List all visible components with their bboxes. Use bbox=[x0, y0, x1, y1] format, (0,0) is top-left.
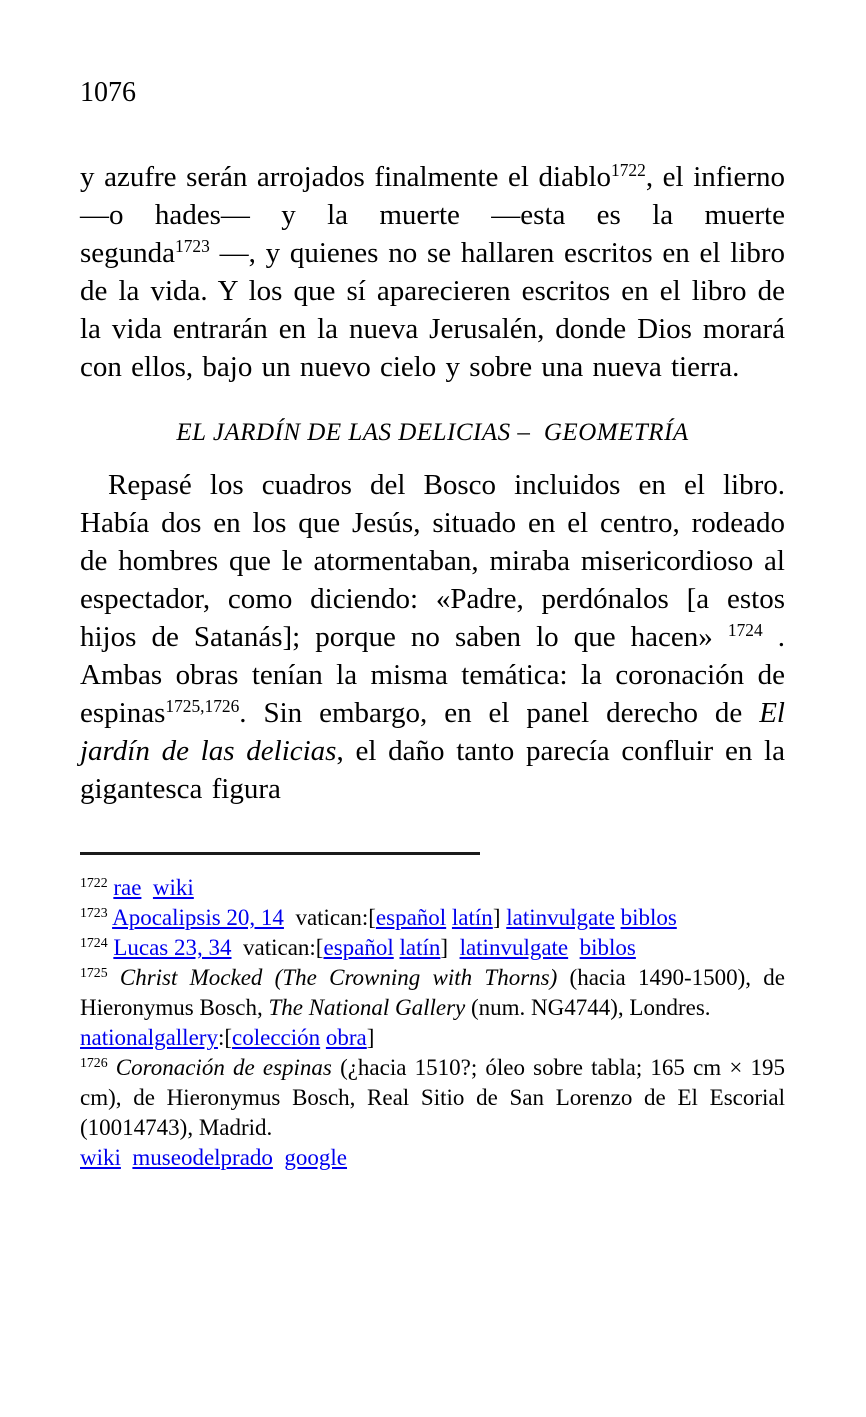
link-coleccion[interactable]: colección bbox=[232, 1025, 321, 1050]
link-latin[interactable]: latín bbox=[451, 905, 493, 930]
footnote-1725 bbox=[80, 963, 785, 1053]
text-run bbox=[108, 1055, 116, 1080]
footnote-1723 bbox=[80, 903, 785, 933]
link-wiki[interactable]: wiki bbox=[80, 1145, 121, 1170]
text-run: :[ bbox=[217, 1025, 233, 1050]
footnote-separator bbox=[80, 852, 480, 855]
text-run: y azufre serán arrojados finalmente el diablo bbox=[80, 161, 612, 193]
link-latinvulgate[interactable]: latinvulgate bbox=[459, 935, 569, 960]
text-run: vatican:[ bbox=[283, 905, 376, 930]
link-biblos[interactable]: biblos bbox=[620, 905, 677, 930]
link-obra[interactable]: obra bbox=[325, 1025, 367, 1050]
footnote-ref-1723: 1723 bbox=[175, 236, 210, 257]
text-run: , el daño tanto parecía confluir en la gigantesca figura bbox=[80, 735, 785, 805]
link-apocalipsis-20-14[interactable]: Apocalipsis 20, 14 bbox=[112, 905, 284, 930]
section-heading: EL JARDÍN DE LAS DELICIAS – GEOMETRÍA bbox=[176, 419, 689, 446]
text-run: ] bbox=[440, 935, 460, 960]
link-wiki[interactable]: wiki bbox=[152, 875, 194, 900]
text-run: ] bbox=[492, 905, 507, 930]
text-run bbox=[141, 875, 153, 900]
link-biblos[interactable]: biblos bbox=[579, 935, 636, 960]
footnote-number: 1722 bbox=[80, 875, 108, 891]
paragraph-bosco bbox=[80, 466, 785, 808]
link-latin[interactable]: latín bbox=[399, 935, 441, 960]
link-espanol[interactable]: español bbox=[323, 935, 394, 960]
link-latinvulgate[interactable]: latinvulgate bbox=[506, 905, 615, 930]
link-nationalgallery[interactable]: nationalgallery bbox=[80, 1025, 218, 1050]
footnote-number: 1724 bbox=[80, 935, 108, 951]
footnote-1724 bbox=[80, 933, 785, 963]
link-google[interactable]: google bbox=[284, 1145, 348, 1170]
text-run: Christ Mocked (The Crowning with Thorns) bbox=[119, 965, 558, 990]
text-run: The National Gallery bbox=[268, 995, 466, 1020]
text-run: . Ambas obras tenían la misma temática: la coronación de espinas bbox=[80, 621, 785, 729]
text-run bbox=[108, 965, 120, 990]
footnote-ref-1725-1726: 1725,1726 bbox=[165, 696, 240, 717]
text-run: Repasé los cuadros del Bosco incluidos en el libro. Había dos en los que Jesús, situado en el centro, rodeado de hombres que le atormentaban, miraba misericordioso al espectador, como diciendo: «Padre, perdónalos [a estos hijos de Satanás]; porque no saben lo que hacen» bbox=[80, 469, 785, 653]
link-museodelprado[interactable]: museodelprado bbox=[132, 1145, 273, 1170]
text-run: . Sin embargo, en el panel derecho de bbox=[239, 697, 760, 729]
text-run: Coronación de espinas bbox=[115, 1055, 332, 1080]
text-run: (¿hacia 1510?; óleo sobre tabla; 165 cm × 195 cm), de Hieronymus Bosch, Real Sitio de San Lorenzo de El Escorial (10014743), Madrid. bbox=[80, 1055, 786, 1140]
text-run: , el infierno —o hades— y la muerte —esta es la muerte segunda bbox=[80, 161, 785, 269]
link-espanol[interactable]: español bbox=[375, 905, 447, 930]
text-run: El jardín de las delicias bbox=[80, 697, 785, 767]
footnote-ref-1724: 1724 bbox=[727, 620, 763, 641]
paragraph-revelation bbox=[80, 158, 785, 386]
footnotes-section bbox=[80, 873, 785, 1173]
text-run bbox=[121, 1145, 133, 1170]
text-run: —, y quienes no se hallaren escritos en el libro de la vida. Y los que sí aparecieren escritos en el libro de la vida entrarán en la nueva Jerusalén, donde Dios morará con ellos, bajo un nuevo cielo y sobre una nueva tierra. bbox=[80, 237, 785, 383]
text-run: (hacia 1490-1500), de Hieronymus Bosch, bbox=[80, 965, 786, 1020]
footnote-1722 bbox=[80, 873, 785, 903]
footnote-ref-1722: 1722 bbox=[611, 160, 646, 181]
footnote-1726 bbox=[80, 1053, 785, 1173]
text-run: vatican:[ bbox=[231, 935, 324, 960]
text-run: ] bbox=[366, 1025, 375, 1050]
text-run: (num. NG4744), Londres. bbox=[465, 995, 711, 1020]
text-run bbox=[273, 1145, 285, 1170]
link-rae[interactable]: rae bbox=[113, 875, 142, 900]
link-lucas-23-34[interactable]: Lucas 23, 34 bbox=[113, 935, 232, 960]
footnote-number: 1726 bbox=[80, 1055, 108, 1071]
text-run bbox=[568, 935, 580, 960]
footnote-number: 1725 bbox=[80, 965, 108, 981]
page-number: 1076 bbox=[80, 77, 136, 108]
footnote-number: 1723 bbox=[80, 905, 108, 921]
